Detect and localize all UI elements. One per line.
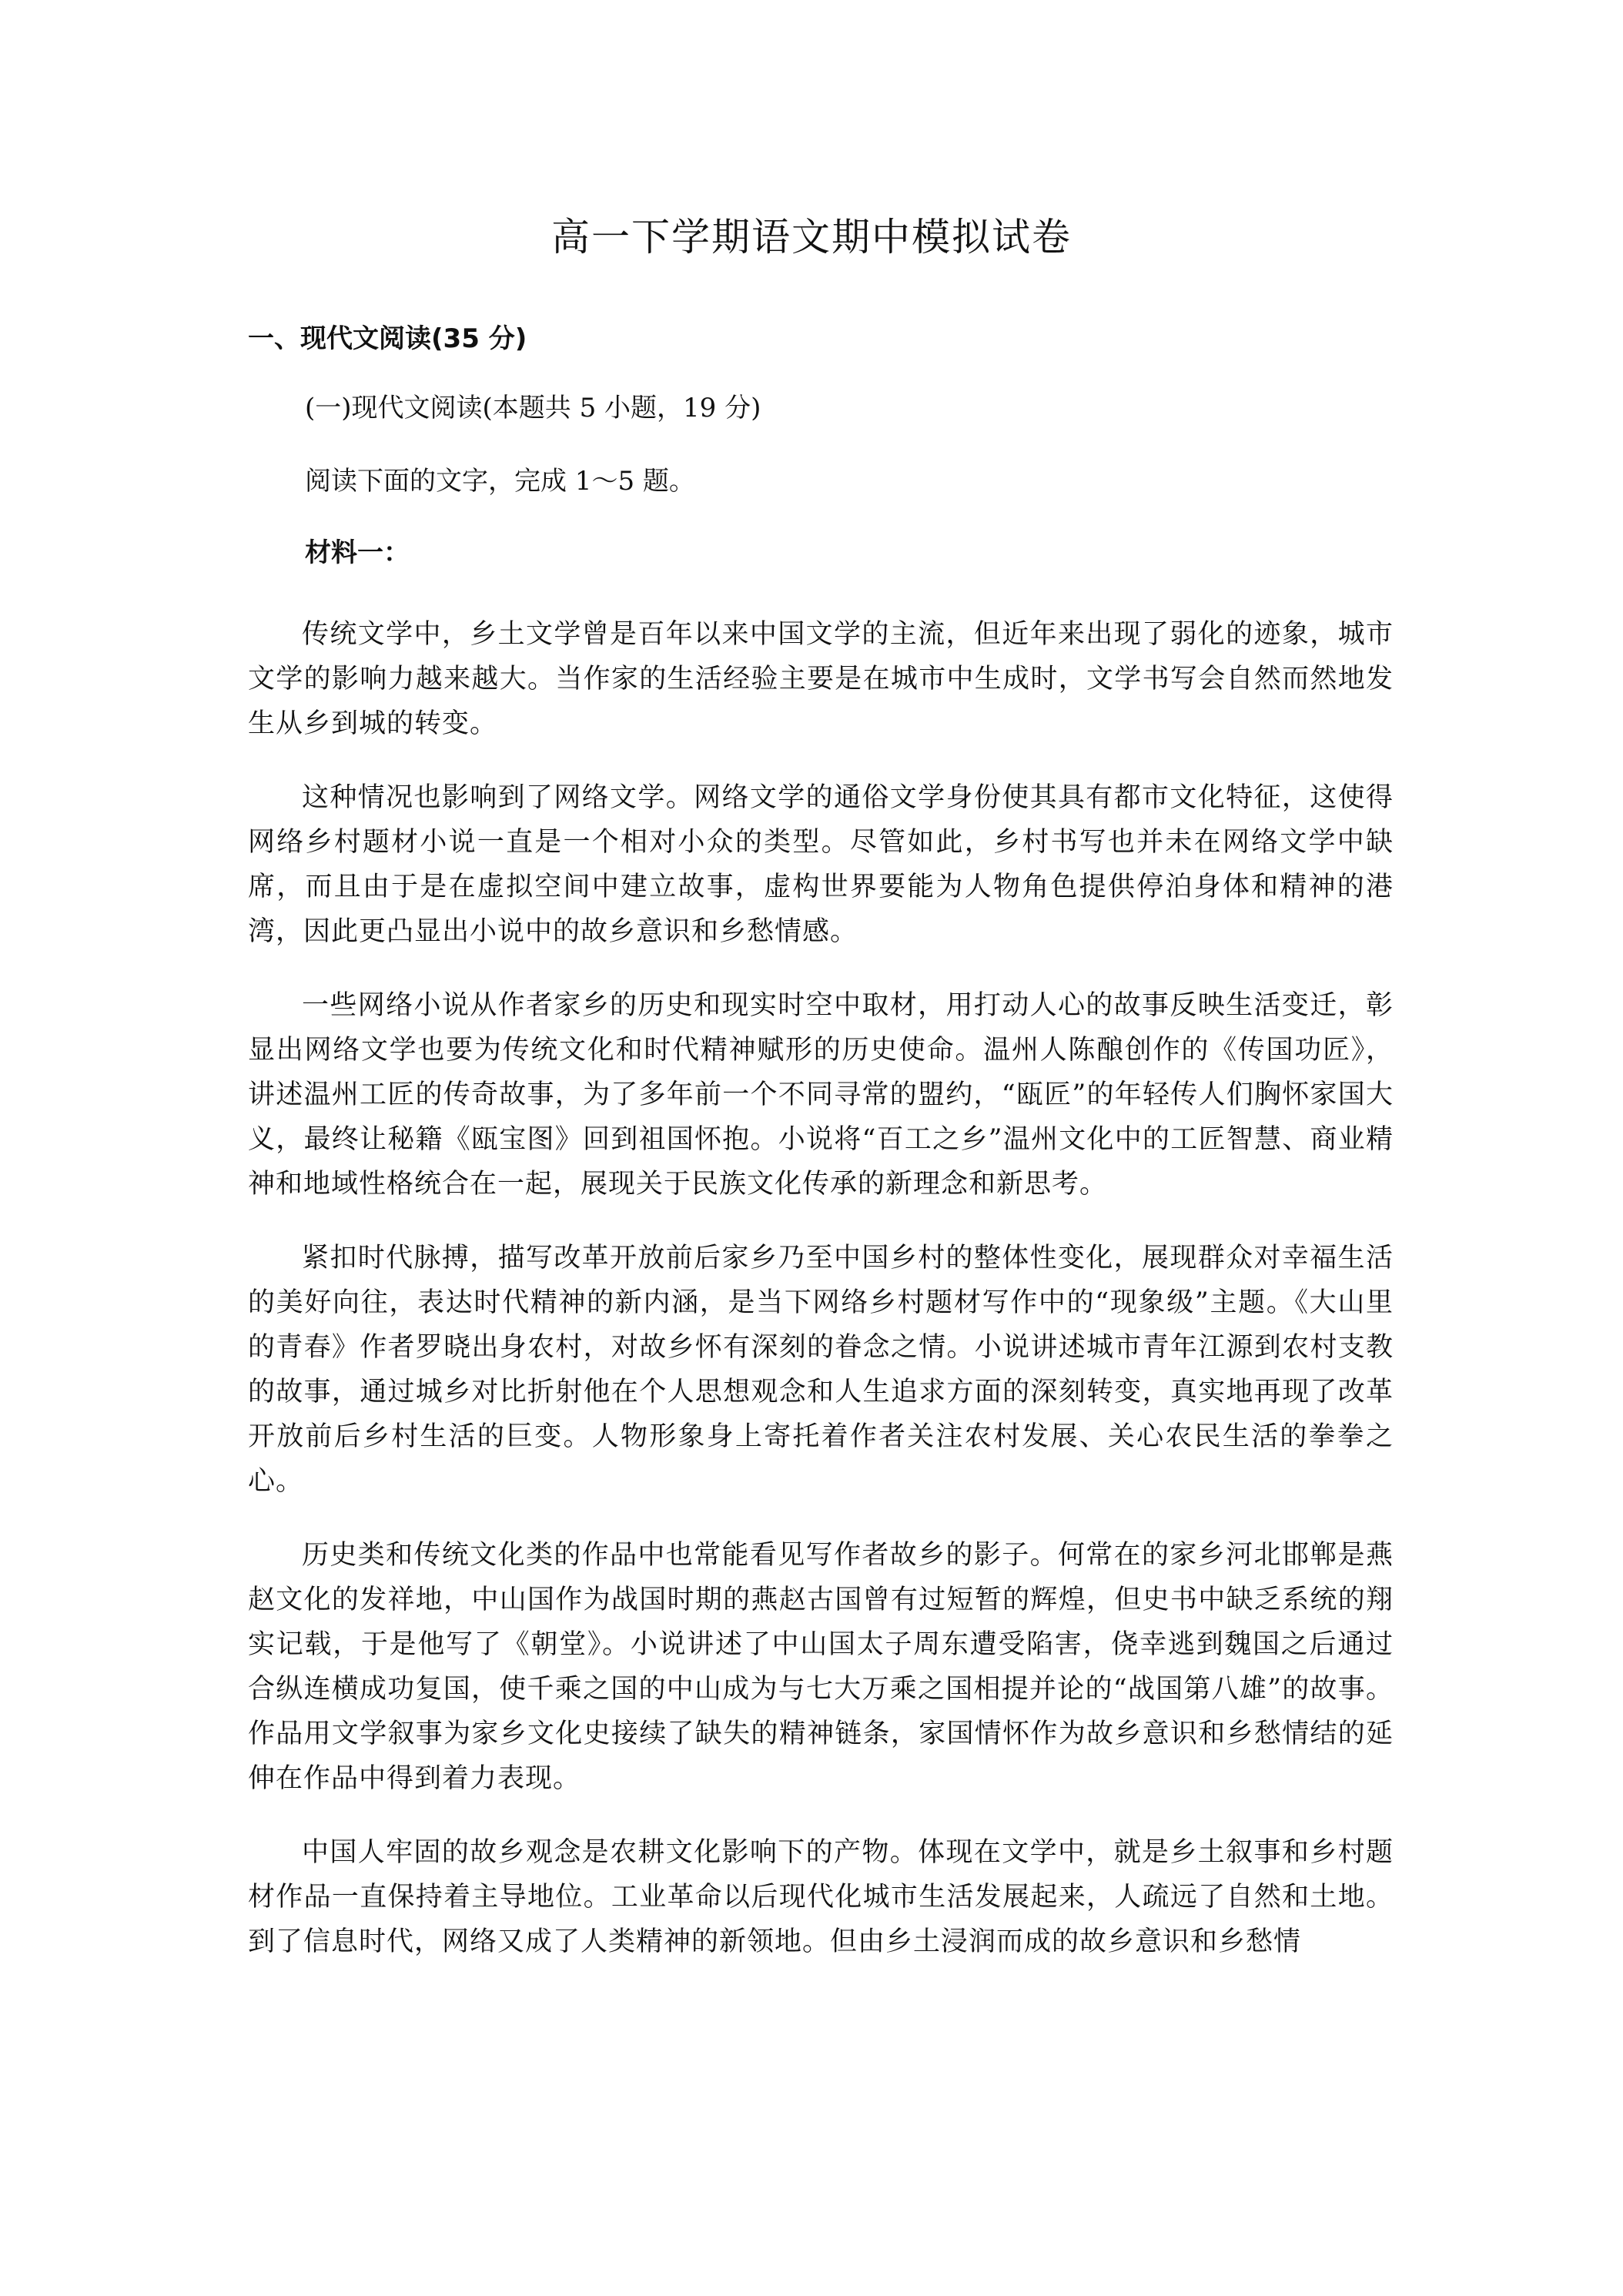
exam-title: 高一下学期语文期中模拟试卷 [551, 215, 1072, 259]
passage-paragraph: 这种情况也影响到了网络文学。网络文学的通俗文学身份使其具有都市文化特征，这使得网络乡村题材小说一直是一个相对小众的类型。尽管如此，乡村书写也并未在网络文学中缺席，而且由于是在虚拟空间中建立故事，虚构世界要能为人物角色提供停泊身体和精神的港湾，因此更凸显出小说中的故乡意识和乡愁情感。 [248, 782, 1394, 947]
reading-instruction: 阅读下面的文字，完成 1～5 题。 [305, 466, 695, 497]
subsection-heading: (一)现代文阅读(本题共 5 小题，19 分) [305, 393, 761, 423]
material-label: 材料一： [305, 537, 410, 568]
passage-body [248, 612, 1394, 1993]
section-heading: 一、现代文阅读(35 分) [248, 323, 527, 354]
passage-paragraph: 紧扣时代脉搏，描写改革开放前后家乡乃至中国乡村的整体性变化，展现群众对幸福生活的美好向往，表达时代精神的新内涵，是当下网络乡村题材写作中的“现象级”主题。《大山里的青春》作者罗晓出身农村，对故乡怀有深刻的眷念之情。小说讲述城市青年江源到农村支教的故事，通过城乡对比折射他在个人思想观念和人生追求方面的深刻转变，真实地再现了改革开放前后乡村生活的巨变。人物形象身上寄托着作者关注农村发展、关心农民生活的拳拳之心。 [248, 1243, 1394, 1497]
passage-paragraph: 一些网络小说从作者家乡的历史和现实时空中取材，用打动人心的故事反映生活变迁，彰显出网络文学也要为传统文化和时代精神赋形的历史使命。温州人陈酿创作的《传国功匠》，讲述温州工匠的传奇故事，为了多年前一个不同寻常的盟约，“瓯匠”的年轻传人们胸怀家国大义，最终让秘籍《瓯宝图》回到祖国怀抱。小说将“百工之乡”温州文化中的工匠智慧、商业精神和地域性格统合在一起，展现关于民族文化传承的新理念和新思考。 [248, 990, 1394, 1200]
passage-paragraph: 传统文学中，乡土文学曾是百年以来中国文学的主流，但近年来出现了弱化的迹象，城市文学的影响力越来越大。当作家的生活经验主要是在城市中生成时，文学书写会自然而然地发生从乡到城的转变。 [248, 619, 1394, 739]
passage-paragraph: 中国人牢固的故乡观念是农耕文化影响下的产物。体现在文学中，就是乡土叙事和乡村题材作品一直保持着主导地位。工业革命以后现代化城市生活发展起来，人疏远了自然和土地。到了信息时代，网络又成了人类精神的新领地。但由乡土浸润而成的故乡意识和乡愁情 [248, 1837, 1394, 1957]
passage-paragraph: 历史类和传统文化类的作品中也常能看见写作者故乡的影子。何常在的家乡河北邯郸是燕赵文化的发祥地，中山国作为战国时期的燕赵古国曾有过短暂的辉煌，但史书中缺乏系统的翔实记载，于是他写了《朝堂》。小说讲述了中山国太子周东遭受陷害，侥幸逃到魏国之后通过合纵连横成功复国，使千乘之国的中山成为与七大万乘之国相提并论的“战国第八雄”的故事。作品用文学叙事为家乡文化史接续了缺失的精神链条，家国情怀作为故乡意识和乡愁情结的延伸在作品中得到着力表现。 [248, 1540, 1394, 1794]
